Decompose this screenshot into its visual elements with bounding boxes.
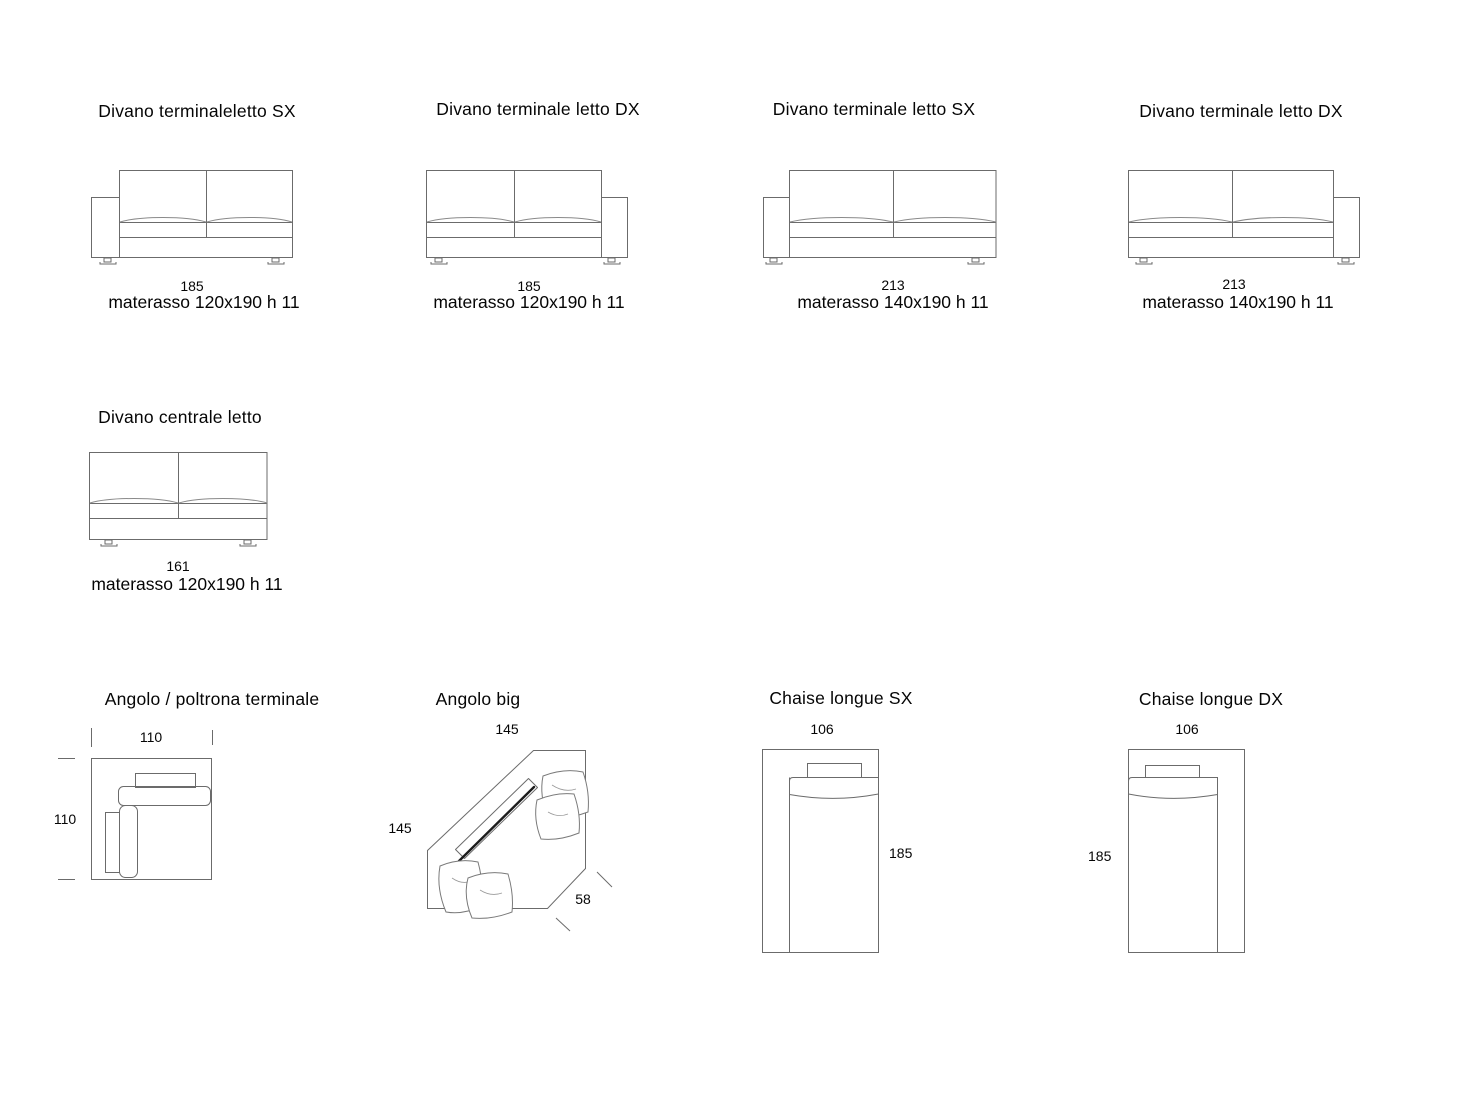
dimension-ticks	[58, 728, 213, 880]
width-dimension-label: 213	[881, 277, 905, 293]
sofa-front-view-drawing	[1120, 165, 1368, 270]
armrest-left	[92, 198, 120, 258]
armrest	[120, 806, 138, 878]
sofa-body	[427, 171, 602, 258]
width-dimension-label: 106	[1175, 721, 1199, 737]
sofa-body	[790, 171, 997, 258]
width-dimension-label: 185	[180, 278, 204, 294]
mattress-spec-label: materasso 120x190 h 11	[91, 574, 283, 594]
backrest	[1129, 778, 1218, 799]
mattress-spec-label: materasso 140x190 h 11	[1142, 292, 1334, 312]
armrest-left	[764, 198, 790, 258]
mattress-spec-label: materasso 120x190 h 11	[108, 292, 300, 312]
diagram-title: Divano terminale letto SX	[772, 99, 976, 119]
headrest	[808, 764, 862, 778]
mattress-spec-label: materasso 120x190 h 11	[433, 292, 625, 312]
sofa-front-view-drawing	[85, 165, 300, 270]
depth-dimension-label: 185	[889, 845, 913, 861]
sofa-body	[90, 453, 268, 540]
headrest	[136, 774, 196, 788]
corner-module-top-view-drawing	[45, 723, 230, 893]
width-dimension-label: 213	[1222, 276, 1246, 292]
chaise-top-view-drawing	[760, 745, 885, 960]
backrest	[119, 787, 211, 806]
sofa-feet	[1136, 258, 1354, 264]
diagram-title: Angolo big	[435, 689, 521, 709]
diagram-title: Angolo / poltrona terminale	[104, 689, 320, 709]
sofa-front-view-drawing	[755, 165, 1000, 270]
diagram-title: Divano terminaleletto SX	[98, 101, 296, 121]
sofa-front-view-drawing	[85, 447, 285, 552]
depth-dimension-label: 110	[53, 811, 77, 827]
width-dimension-label: 106	[810, 721, 834, 737]
backrest	[790, 778, 879, 799]
sofa-feet	[766, 258, 984, 264]
armrest-right	[602, 198, 628, 258]
diagram-title: Divano terminale letto DX	[1139, 101, 1343, 121]
module-footprint	[763, 750, 879, 953]
mattress-spec-label: materasso 140x190 h 11	[797, 292, 989, 312]
width-dimension-label: 110	[139, 729, 163, 745]
diagram-title: Chaise longue SX	[769, 688, 913, 708]
sofa-front-view-drawing	[418, 165, 633, 270]
width-dimension-label: 161	[166, 558, 190, 574]
backrest	[456, 779, 538, 859]
diagram-title: Divano terminale letto DX	[436, 99, 640, 119]
sofa-feet	[101, 540, 256, 546]
sofa-body	[1129, 171, 1334, 258]
width-dimension-label: 185	[517, 278, 541, 294]
diagram-title: Divano centrale letto	[98, 407, 262, 427]
headrest	[1146, 766, 1200, 778]
sofa-body	[120, 171, 293, 258]
depth-dimension-label: 185	[1088, 848, 1112, 864]
backrest-edge	[459, 787, 534, 861]
depth-dimension-label: 145	[388, 820, 412, 836]
sofa-feet	[431, 258, 620, 264]
sofa-feet	[100, 258, 284, 264]
armrest-right	[1334, 198, 1360, 258]
width-dimension-label: 145	[495, 721, 519, 737]
corner-cut-dimension-label: 58	[575, 891, 591, 907]
diagram-title: Chaise longue DX	[1138, 689, 1284, 709]
